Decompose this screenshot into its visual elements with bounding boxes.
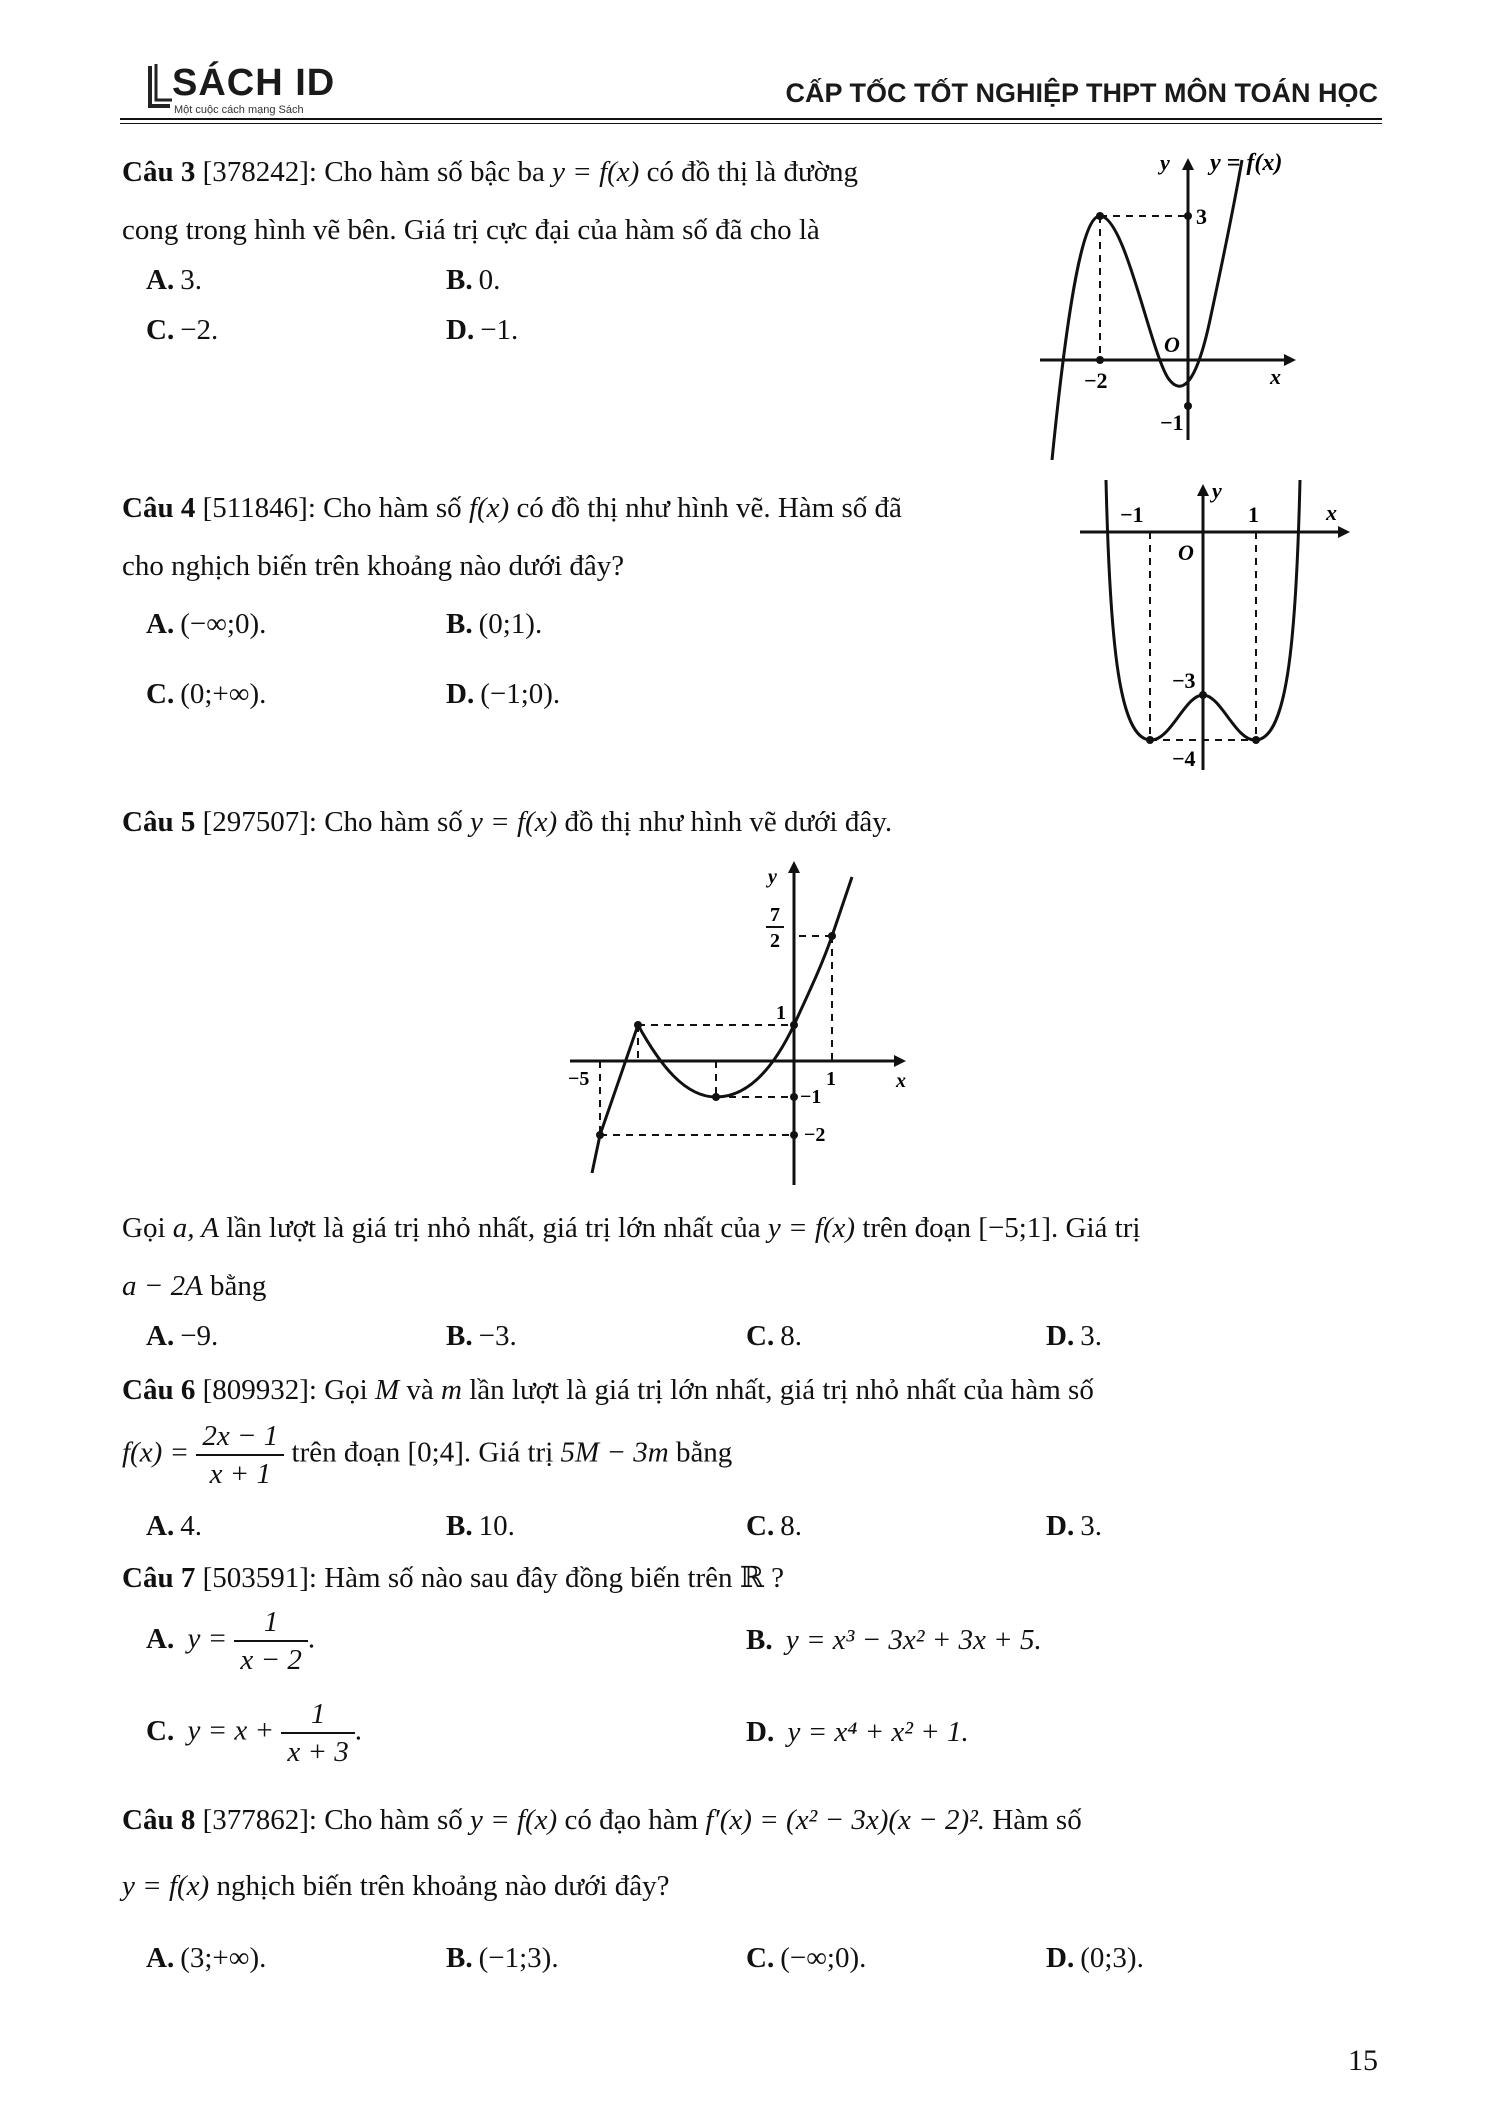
q6-option-b[interactable]: B. 10. xyxy=(446,1510,515,1542)
q3-graph-tick-neg1: −1 xyxy=(1160,410,1184,435)
q4-label: Câu 4 xyxy=(122,492,196,524)
q3-text2: có đồ thị là đường xyxy=(646,156,859,188)
q7-option-a[interactable]: A. y = $\frac{1}{x - 2}$ . xyxy=(146,1606,316,1676)
q6-line1: Câu 6 [809932]: Gọi M và m lần lượt là giá trị lớn nhất, giá trị nhỏ nhất của hàm số xyxy=(122,1374,1094,1406)
q3-graph-origin: O xyxy=(1164,332,1180,357)
q3-graph-tick-neg2: −2 xyxy=(1084,368,1108,393)
q5-graph-tick-x1: 1 xyxy=(826,1068,836,1090)
q4-option-d[interactable]: D. (−1;0). xyxy=(446,678,561,710)
q7-option-d[interactable]: D. y = x⁴ + x² + 1. xyxy=(746,1716,969,1748)
q5-graph-tick-neg2: −2 xyxy=(804,1124,826,1146)
q6-id: [809932]: xyxy=(202,1374,317,1406)
q4-line2: cho nghịch biến trên khoảng nào dưới đây? xyxy=(122,550,625,582)
q7-line1: Câu 7 [503591]: Hàm số nào sau đây đồng biến trên ℝ ? xyxy=(122,1562,785,1594)
q4-option-c[interactable]: C. (0;+∞). xyxy=(146,678,267,710)
q3-label: Câu 3 xyxy=(122,156,196,188)
q3-graph-title: y = f(x) xyxy=(1210,150,1283,176)
q3-graph-tick-3: 3 xyxy=(1196,204,1207,229)
q8-label: Câu 8 xyxy=(122,1804,196,1836)
logo-tagline: Một cuộc cách mạng Sách xyxy=(174,104,304,116)
q7-option-b[interactable]: B. y = x³ − 3x² + 3x + 5. xyxy=(746,1624,1042,1656)
q5-text1: Cho hàm số xyxy=(324,806,463,838)
q4-graph xyxy=(1070,470,1360,780)
q8-option-a[interactable]: A. (3;+∞). xyxy=(146,1942,267,1974)
q4-graph-tick-neg1: −1 xyxy=(1120,502,1144,527)
q5-func: y = f(x) xyxy=(470,806,558,838)
q5-graph-tick-y1: 1 xyxy=(776,1002,786,1024)
q8-line1: Câu 8 [377862]: Cho hàm số y = f(x) có đạo hàm f′(x) = (x² − 3x)(x − 2)². Hàm số xyxy=(122,1804,1082,1836)
q4-graph-x-label: x xyxy=(1326,500,1337,525)
q7-option-c[interactable]: C. y = x + $\frac{1}{x + 3}$ . xyxy=(146,1698,363,1768)
q5-graph-frac-num: 7 xyxy=(770,904,780,926)
q5-text2: đồ thị như hình vẽ dưới đây. xyxy=(564,806,893,838)
q4-id: [511846]: xyxy=(202,492,316,524)
q5-line1 xyxy=(122,802,892,842)
q5-graph-x-label: x xyxy=(896,1070,906,1092)
q5-label: Câu 5 xyxy=(122,806,196,838)
q5-line3: a − 2A bằng xyxy=(122,1270,267,1302)
q3-option-b[interactable]: B. 0. xyxy=(446,264,501,296)
header-rule xyxy=(120,118,1382,120)
q3-line1 xyxy=(122,152,858,192)
q3-option-d[interactable]: D. −1. xyxy=(446,314,519,346)
header-title: CẤP TỐC TỐT NGHIỆP THPT MÔN TOÁN HỌC xyxy=(785,78,1378,108)
q8-option-b[interactable]: B. (−1;3). xyxy=(446,1942,559,1974)
logo-title: SÁCH ID xyxy=(172,62,336,104)
q4-graph-y-label: y xyxy=(1212,478,1222,503)
q5-option-d[interactable]: D. 3. xyxy=(1046,1320,1102,1352)
q5-option-a[interactable]: A. −9. xyxy=(146,1320,219,1352)
q3-id: [378242]: xyxy=(202,156,317,188)
q6-option-a[interactable]: A. 4. xyxy=(146,1510,202,1542)
q4-option-a[interactable]: A. (−∞;0). xyxy=(146,608,267,640)
q4-graph-tick-1: 1 xyxy=(1248,502,1259,527)
q8-option-d[interactable]: D. (0;3). xyxy=(1046,1942,1144,1974)
q4-text2: có đồ thị như hình vẽ. Hàm số đã xyxy=(516,492,902,524)
header-rule-thin xyxy=(120,123,1382,124)
q8-option-c[interactable]: C. (−∞;0). xyxy=(746,1942,867,1974)
q7-id: [503591]: xyxy=(202,1562,317,1594)
q3-graph xyxy=(1030,140,1350,460)
q3-graph-y-label: y xyxy=(1160,150,1170,175)
q5-graph-frac-den: 2 xyxy=(770,930,780,952)
q5-graph xyxy=(560,855,940,1185)
q5-id: [297507]: xyxy=(202,806,317,838)
q5-graph-tick-neg5: −5 xyxy=(568,1068,590,1090)
q3-option-c[interactable]: C. −2. xyxy=(146,314,219,346)
q3-line2: cong trong hình vẽ bên. Giá trị cực đại của hàm số đã cho là xyxy=(122,214,820,246)
q5-option-b[interactable]: B. −3. xyxy=(446,1320,517,1352)
q6-label: Câu 6 xyxy=(122,1374,196,1406)
q5-graph-y-label: y xyxy=(768,866,777,888)
q6-option-d[interactable]: D. 3. xyxy=(1046,1510,1102,1542)
q4-graph-origin: O xyxy=(1178,540,1194,565)
q4-text1: Cho hàm số xyxy=(323,492,462,524)
q8-id: [377862]: xyxy=(202,1804,317,1836)
q4-line1 xyxy=(122,488,902,528)
q6-fraction: $\frac{2x - 1}{x + 1}$ xyxy=(196,1418,284,1492)
q4-graph-tick-neg4: −4 xyxy=(1172,746,1196,771)
q6-option-c[interactable]: C. 8. xyxy=(746,1510,802,1542)
q5-option-c[interactable]: C. 8. xyxy=(746,1320,802,1352)
q8-line2: y = f(x) nghịch biến trên khoảng nào dưới đây? xyxy=(122,1870,670,1902)
logo-book-icon xyxy=(146,62,174,112)
q5-graph-tick-neg1: −1 xyxy=(800,1086,822,1108)
q3-graph-x-label: x xyxy=(1270,364,1281,389)
q6-line2: f(x) = $\frac{2x - 1}{x + 1}$ trên đoạn [0;4]. Giá trị 5M − 3m bằng xyxy=(122,1420,733,1490)
q5-line2: Gọi a, A lần lượt là giá trị nhỏ nhất, giá trị lớn nhất của y = f(x) trên đoạn [−5;1]. Giá trị xyxy=(122,1212,1141,1244)
q4-option-b[interactable]: B. (0;1). xyxy=(446,608,543,640)
q3-text1: Cho hàm số bậc ba xyxy=(324,156,545,188)
q4-func: f(x) xyxy=(468,492,510,524)
q3-func: y = f(x) xyxy=(552,156,640,188)
q7-label: Câu 7 xyxy=(122,1562,196,1594)
q3-option-a[interactable]: A. 3. xyxy=(146,264,202,296)
page-number: 15 xyxy=(1348,2044,1378,2077)
q4-graph-tick-neg3: −3 xyxy=(1172,668,1196,693)
